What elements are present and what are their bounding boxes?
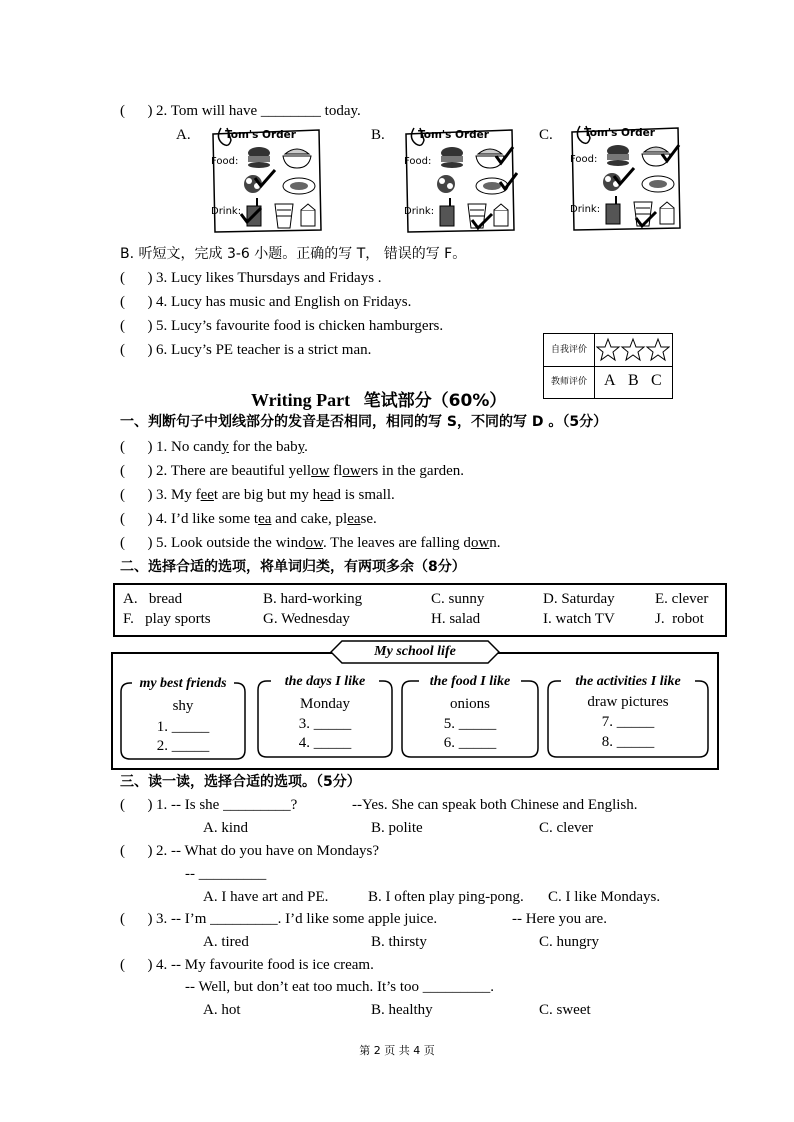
category-title: my best friends <box>132 676 234 692</box>
answer-paren[interactable]: ( ) <box>120 535 153 551</box>
star-icon <box>597 339 619 360</box>
evaluation-box <box>543 333 673 399</box>
category-days <box>257 674 393 758</box>
answer-blank[interactable]: 2. _____ <box>156 738 210 754</box>
option-letter-a: A. <box>176 127 191 143</box>
category-example: Monday <box>300 696 350 712</box>
rice-bowl-icon <box>642 147 670 166</box>
school-life-banner <box>330 640 500 664</box>
category-title: the food I like <box>419 674 521 690</box>
read-question-3: ( ) 3. -- I’m _________. I’d like some apple juice. <box>120 911 438 927</box>
grade-b[interactable]: B <box>628 372 639 389</box>
page-number: 第 2 页 共 4 页 <box>359 1044 435 1057</box>
answer-paren[interactable]: ( ) <box>120 103 153 119</box>
rice-bowl-icon <box>283 149 311 168</box>
word-option: F. play sports <box>123 611 211 627</box>
answer-paren[interactable]: ( ) <box>120 797 153 813</box>
order-card-drawing <box>566 124 684 232</box>
drink-cup-icon <box>275 204 293 228</box>
option-a[interactable]: A. hot <box>203 1002 241 1018</box>
answer-paren[interactable]: ( ) <box>120 270 153 286</box>
word-option: C. sunny <box>431 591 485 607</box>
teacher-evaluation-row <box>544 366 672 398</box>
answer-blank[interactable]: 1. _____ <box>156 719 210 735</box>
answer-paren[interactable]: ( ) <box>120 318 153 334</box>
option-b[interactable]: B. I often play ping-pong. <box>368 889 524 905</box>
pron-question-1: ( ) 1. No candy for the baby. <box>120 439 308 455</box>
order-card-drawing <box>207 126 325 234</box>
word-option: J. robot <box>655 611 704 627</box>
self-evaluation-row <box>544 334 672 367</box>
category-activities <box>547 674 709 758</box>
question-text: 2. Tom will have ________ today. <box>156 103 361 119</box>
pron-question-5: ( ) 5. Look outside the window. The leaves are falling down. <box>120 535 501 551</box>
pron-question-3: ( ) 3. My feet are big but my head is small. <box>120 487 395 503</box>
option-c[interactable]: C. hungry <box>539 934 599 950</box>
drink-cup-icon <box>634 202 652 226</box>
section-3-heading: 三、读一读，选择合适的选项。（5分） <box>120 774 361 790</box>
self-evaluation-label: 自我评价 <box>544 334 595 366</box>
option-letter-c: C. <box>539 127 553 143</box>
read-question-1-answer: --Yes. She can speak both Chinese and English. <box>352 797 638 813</box>
read-question-4: ( ) 4. -- My favourite food is ice cream. <box>120 957 374 973</box>
category-title: the activities I like <box>561 674 695 690</box>
part-b-heading: B. 听短文，完成 3-6 小题。正确的写 T， 错误的写 F。 <box>120 246 467 262</box>
answer-blank[interactable]: 5. _____ <box>443 716 497 732</box>
word-option: A. bread <box>123 591 183 607</box>
answer-blank[interactable]: 6. _____ <box>443 735 497 751</box>
read-question-3-answer: -- Here you are. <box>512 911 607 927</box>
category-food <box>401 674 539 758</box>
answer-paren[interactable]: ( ) <box>120 342 153 358</box>
read-question-2: ( ) 2. -- What do you have on Mondays? <box>120 843 380 859</box>
pron-question-2: ( ) 2. There are beautiful yellow flowers in the garden. <box>120 463 464 479</box>
tf-question-3: ( ) 3. Lucy likes Thursdays and Fridays . <box>120 270 382 286</box>
read-question-1: ( ) 1. -- Is she _________? <box>120 797 298 813</box>
answer-paren[interactable]: ( ) <box>120 439 153 455</box>
drink-label: Drink: <box>570 204 601 215</box>
answer-paren[interactable]: ( ) <box>120 463 153 479</box>
category-example: onions <box>449 696 490 712</box>
grade-a[interactable]: A <box>604 372 616 389</box>
answer-blank[interactable]: 8. _____ <box>601 734 655 750</box>
star-icon <box>622 339 644 360</box>
order-card-c[interactable] <box>566 124 684 232</box>
answer-paren[interactable]: ( ) <box>120 294 153 310</box>
fish-plate-icon <box>642 176 674 192</box>
category-example: draw pictures <box>587 694 669 710</box>
option-b[interactable]: B. polite <box>371 820 423 836</box>
word-bank <box>113 583 727 637</box>
rice-bowl-icon <box>476 149 504 168</box>
order-card-a[interactable] <box>207 126 325 234</box>
word-option: B. hard-working <box>263 591 363 607</box>
word-option: G. Wednesday <box>263 611 350 627</box>
burger-icon <box>607 145 629 166</box>
option-b[interactable]: B. healthy <box>371 1002 433 1018</box>
section-2-heading: 二、选择合适的选项，将单词归类，有两项多余（8分） <box>120 559 466 575</box>
question-2 <box>120 101 361 121</box>
category-example: shy <box>172 698 194 714</box>
word-option: H. salad <box>431 611 481 627</box>
tf-question-6: ( ) 6. Lucy’s PE teacher is a strict man. <box>120 342 372 358</box>
category-title: the days I like <box>271 674 379 690</box>
option-b[interactable]: B. thirsty <box>371 934 427 950</box>
word-option: I. watch TV <box>543 611 615 627</box>
card-title: Tom's Order <box>225 129 296 141</box>
food-label: Food: <box>404 156 432 167</box>
drink-label: Drink: <box>211 206 242 217</box>
word-option: E. clever <box>655 591 709 607</box>
salad-icon <box>437 175 455 193</box>
burger-icon <box>441 147 463 168</box>
banner-title: My school life <box>374 644 456 659</box>
card-title: Tom's Order <box>584 127 655 139</box>
option-c[interactable]: C. sweet <box>539 1002 591 1018</box>
star-icon <box>647 339 669 360</box>
tf-question-4: ( ) 4. Lucy has music and English on Fridays. <box>120 294 412 310</box>
option-c[interactable]: C. I like Mondays. <box>548 889 661 905</box>
option-a[interactable]: A. I have art and PE. <box>203 889 329 905</box>
card-title: Tom's Order <box>418 129 489 141</box>
section-1-heading: 一、判断句子中划线部分的发音是否相同，相同的写 S，不同的写 D 。（5分） <box>120 414 608 430</box>
fish-plate-icon <box>283 178 315 194</box>
answer-blank[interactable]: 4. _____ <box>298 735 352 751</box>
grade-c[interactable]: C <box>651 372 662 389</box>
answer-blank[interactable]: 3. _____ <box>298 716 352 732</box>
read-question-2-reply: -- _________ <box>185 866 267 882</box>
option-a[interactable]: A. kind <box>203 820 248 836</box>
teacher-evaluation-label: 教师评价 <box>544 366 595 398</box>
pron-question-4: ( ) 4. I’d like some tea and cake, please. <box>120 511 377 527</box>
food-label: Food: <box>211 156 239 167</box>
answer-paren[interactable]: ( ) <box>120 511 153 527</box>
burger-icon <box>248 147 270 168</box>
order-card-drawing <box>400 126 518 234</box>
answer-paren[interactable]: ( ) <box>120 487 153 503</box>
answer-paren[interactable]: ( ) <box>120 911 153 927</box>
category-best-friends <box>120 676 246 760</box>
tf-question-5: ( ) 5. Lucy’s favourite food is chicken hamburgers. <box>120 318 444 334</box>
option-letter-b: B. <box>371 127 385 143</box>
word-option: D. Saturday <box>543 591 615 607</box>
answer-paren[interactable]: ( ) <box>120 957 153 973</box>
answer-paren[interactable]: ( ) <box>120 843 153 859</box>
food-label: Food: <box>570 154 598 165</box>
writing-part-title: Writing Part 笔试部分（60%） <box>251 390 507 411</box>
option-c[interactable]: C. clever <box>539 820 594 836</box>
read-question-4-reply: -- Well, but don’t eat too much. It’s too _________. <box>185 979 495 995</box>
stars-rating[interactable] <box>596 337 670 363</box>
option-a[interactable]: A. tired <box>203 934 249 950</box>
order-card-b[interactable] <box>400 126 518 234</box>
drink-label: Drink: <box>404 206 435 217</box>
answer-blank[interactable]: 7. _____ <box>601 714 655 730</box>
